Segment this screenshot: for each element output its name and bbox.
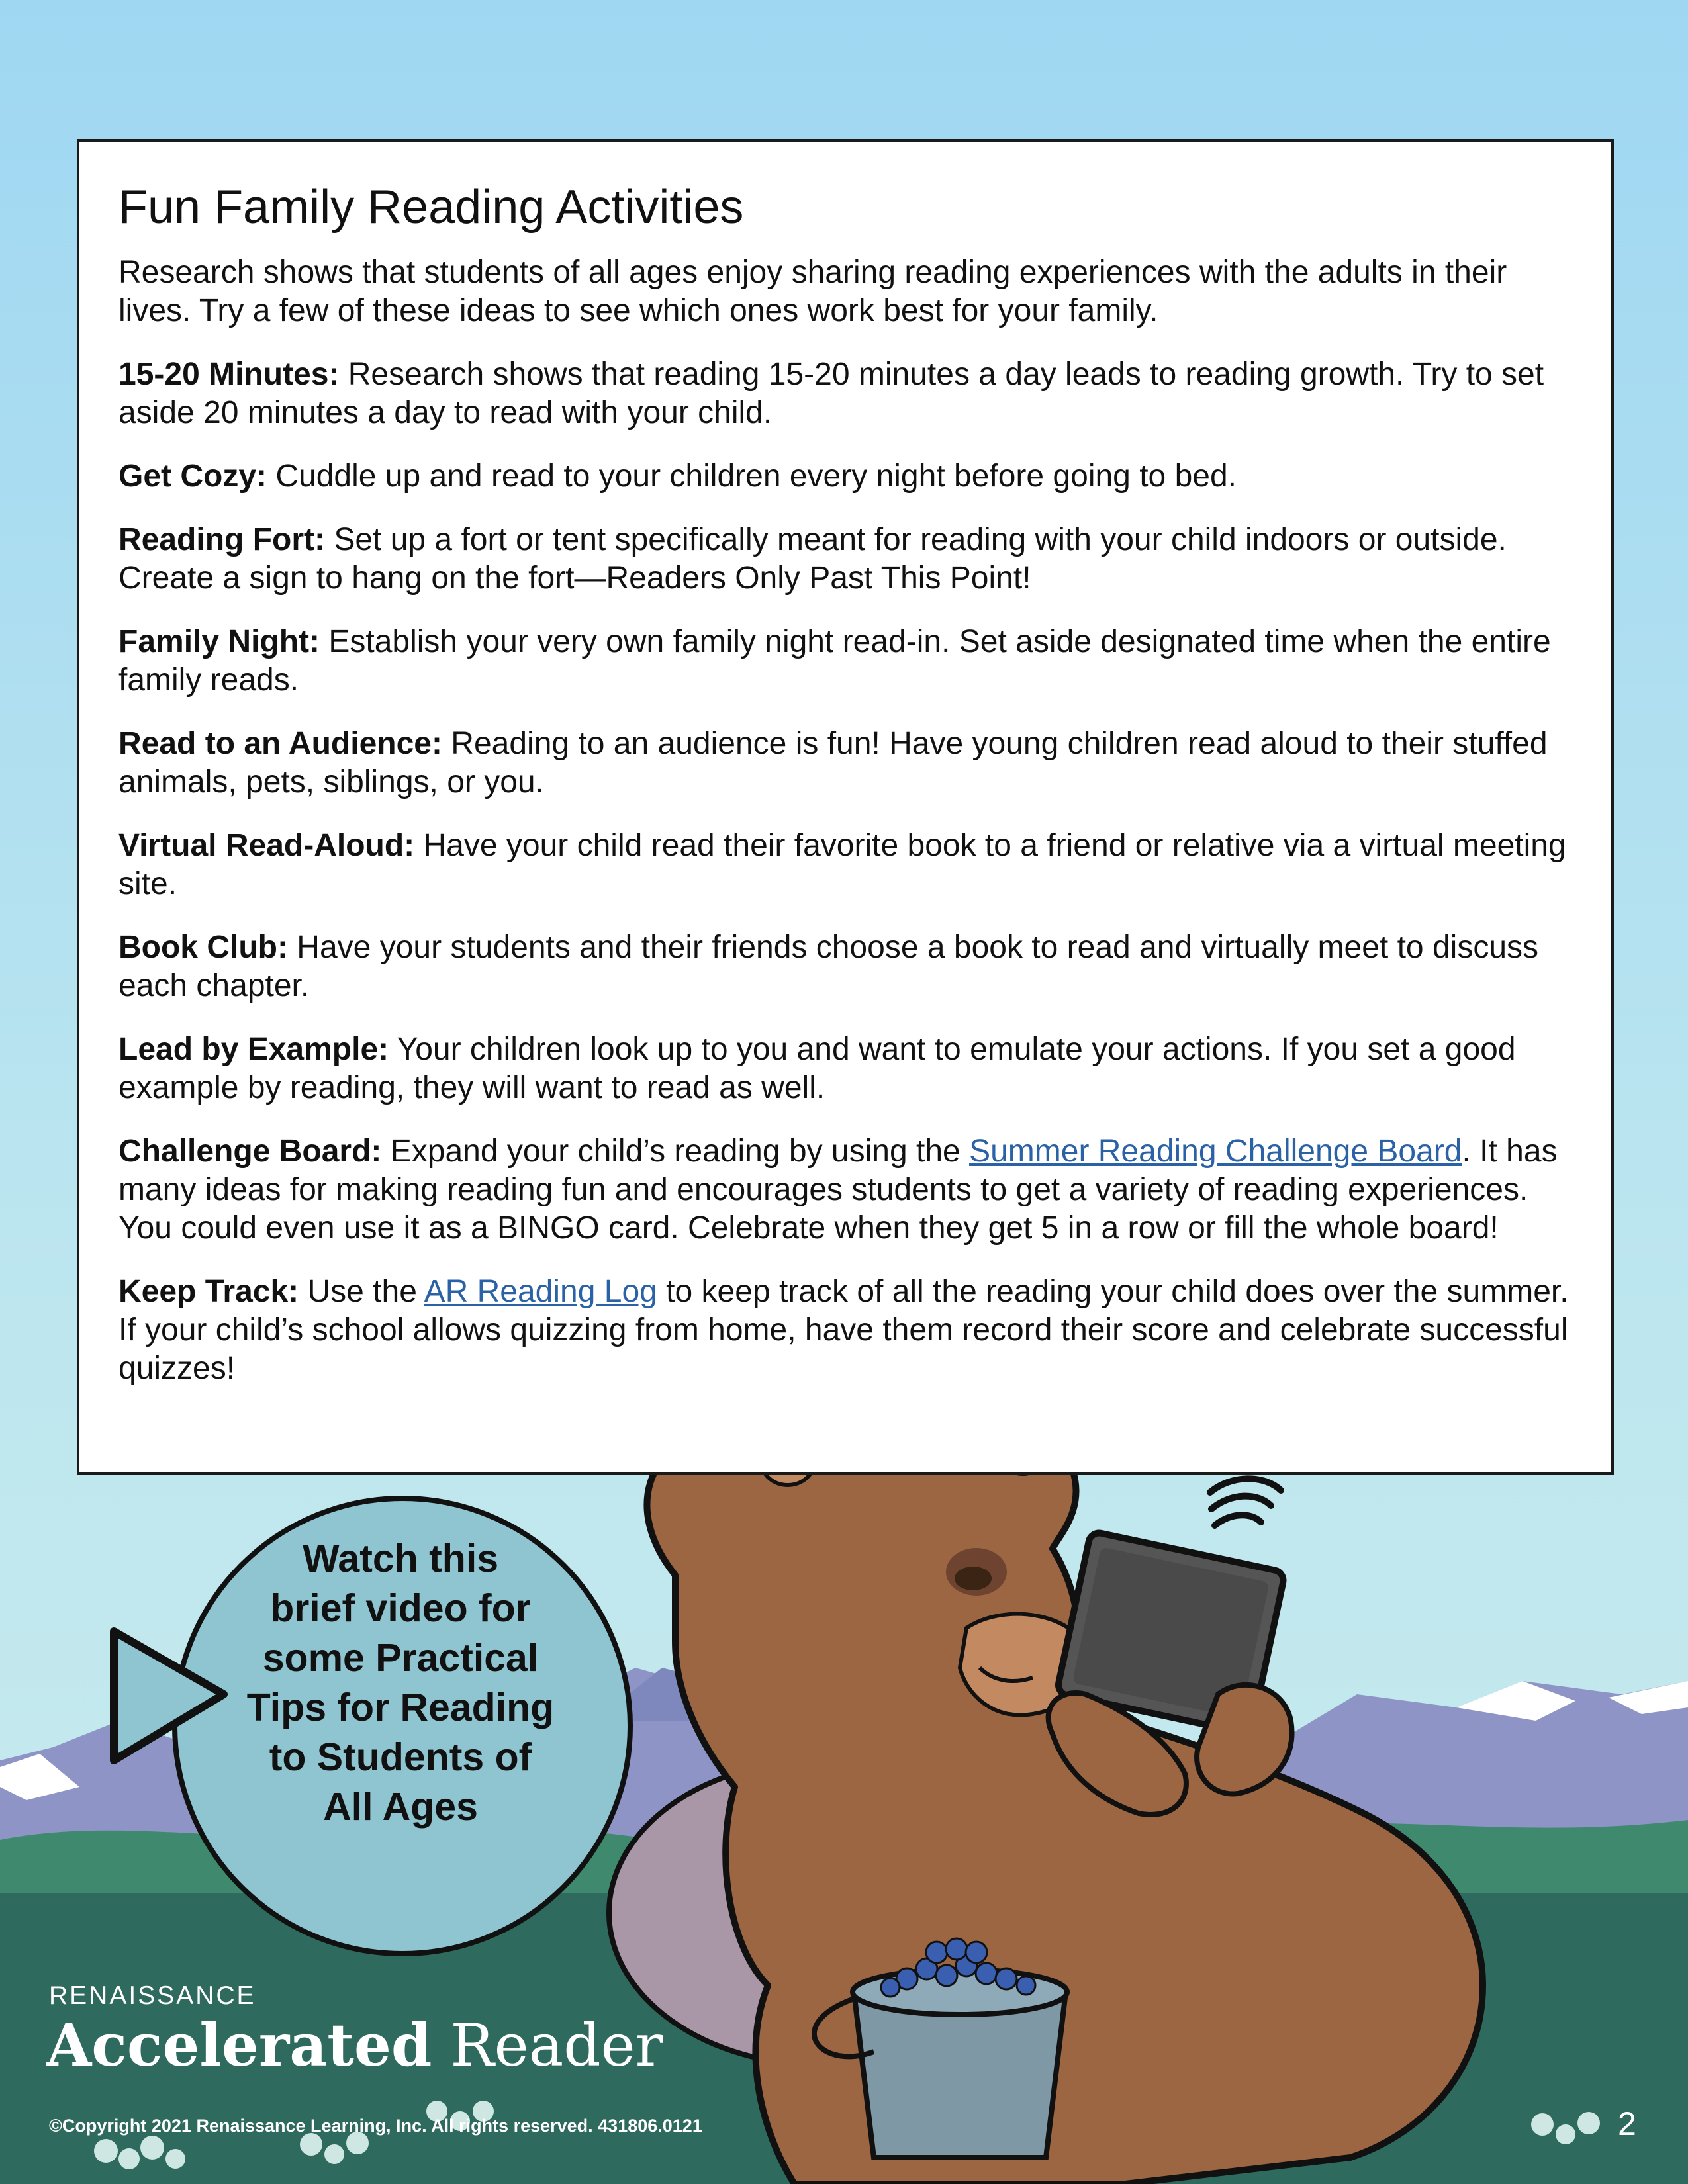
- video-prompt[interactable]: [225, 1534, 576, 1832]
- activity-text: Expand your child’s reading by using the: [381, 1134, 970, 1169]
- activity-term: Book Club:: [118, 930, 288, 966]
- activities-card: [77, 139, 1614, 1475]
- challenge-board-link[interactable]: Summer Reading Challenge Board: [969, 1134, 1462, 1169]
- activity-term: Get Cozy:: [118, 459, 267, 494]
- reading-log-link[interactable]: AR Reading Log: [424, 1274, 657, 1310]
- brand-product-regular: Reader: [450, 2011, 663, 2079]
- activity-item: [118, 1132, 1571, 1248]
- activity-text: Establish your very own family night read-in. Set aside designated time when the entire family reads.: [118, 624, 1551, 698]
- video-prompt-line: Tips for Reading: [246, 1686, 555, 1729]
- activity-item: [118, 1030, 1571, 1107]
- activity-term: Lead by Example:: [118, 1032, 389, 1068]
- activity-text: Have your child read their favorite book to a friend or relative via a virtual meeting site.: [118, 828, 1566, 902]
- activity-text: Use the: [299, 1274, 424, 1310]
- activity-term: Challenge Board:: [118, 1134, 382, 1169]
- video-prompt-line: All Ages: [323, 1785, 478, 1829]
- activity-text: . It has many ideas for making reading fun and encourages students to get a variety of reading experiences. You could even use it as a BINGO card. Celebrate when they get 5 in a row or fill the whole board!: [118, 1134, 1558, 1246]
- activity-item: [118, 827, 1571, 903]
- activity-text: Cuddle up and read to your children every night before going to bed.: [267, 459, 1237, 494]
- activity-text: Reading to an audience is fun! Have young children read aloud to their stuffed animals, pets, siblings, or you.: [118, 726, 1548, 800]
- activity-term: Family Night:: [118, 624, 320, 660]
- brand-logo: [46, 2011, 663, 2079]
- page-number: 2: [1618, 2105, 1636, 2142]
- activity-term: 15-20 Minutes:: [118, 357, 340, 392]
- activity-term: Reading Fort:: [118, 522, 325, 558]
- activity-item: [118, 929, 1571, 1005]
- activity-text: Your children look up to you and want to emulate your actions. If you set a good example by reading, they will want to read as well.: [118, 1032, 1516, 1106]
- activity-term: Virtual Read-Aloud:: [118, 828, 415, 864]
- page-title: Fun Family Reading Activities: [118, 181, 744, 234]
- video-prompt-line: to Students of: [269, 1735, 532, 1779]
- video-prompt-line: brief video for: [270, 1586, 531, 1630]
- activity-item: [118, 623, 1571, 700]
- activity-item: [118, 725, 1571, 801]
- brand-product-bold: Accelerated: [46, 2011, 432, 2079]
- activity-item: [118, 521, 1571, 598]
- activity-item: [118, 1273, 1571, 1388]
- copyright-notice: ©Copyright 2021 Renaissance Learning, Inc. All rights reserved. 431806.0121: [49, 2116, 702, 2136]
- activity-item: [118, 355, 1571, 432]
- video-prompt-line: some Practical: [262, 1636, 539, 1680]
- activity-text: Have your students and their friends choose a book to read and virtually meet to discuss each chapter.: [118, 930, 1539, 1004]
- intro-paragraph: Research shows that students of all ages enjoy sharing reading experiences with the adults in their lives. Try a few of these ideas to see which ones work best for your family.: [118, 255, 1507, 329]
- activity-text: Research shows that reading 15-20 minutes a day leads to reading growth. Try to set aside 20 minutes a day to read with your child.: [118, 357, 1544, 431]
- activity-text: Set up a fort or tent specifically meant for reading with your child indoors or outside. Create a sign to hang on the fort—Readers Only Past This Point!: [118, 522, 1507, 596]
- activity-term: Keep Track:: [118, 1274, 299, 1310]
- activity-text: to keep track of all the reading your child does over the summer. If your child’s school allows quizzing from home, have them record their score and celebrate successful quizzes!: [118, 1274, 1569, 1387]
- activity-term: Read to an Audience:: [118, 726, 442, 762]
- video-prompt-line: Watch this: [302, 1537, 499, 1580]
- activity-item: [118, 457, 1571, 496]
- brand-company: RENAISSANCE: [49, 1981, 256, 2010]
